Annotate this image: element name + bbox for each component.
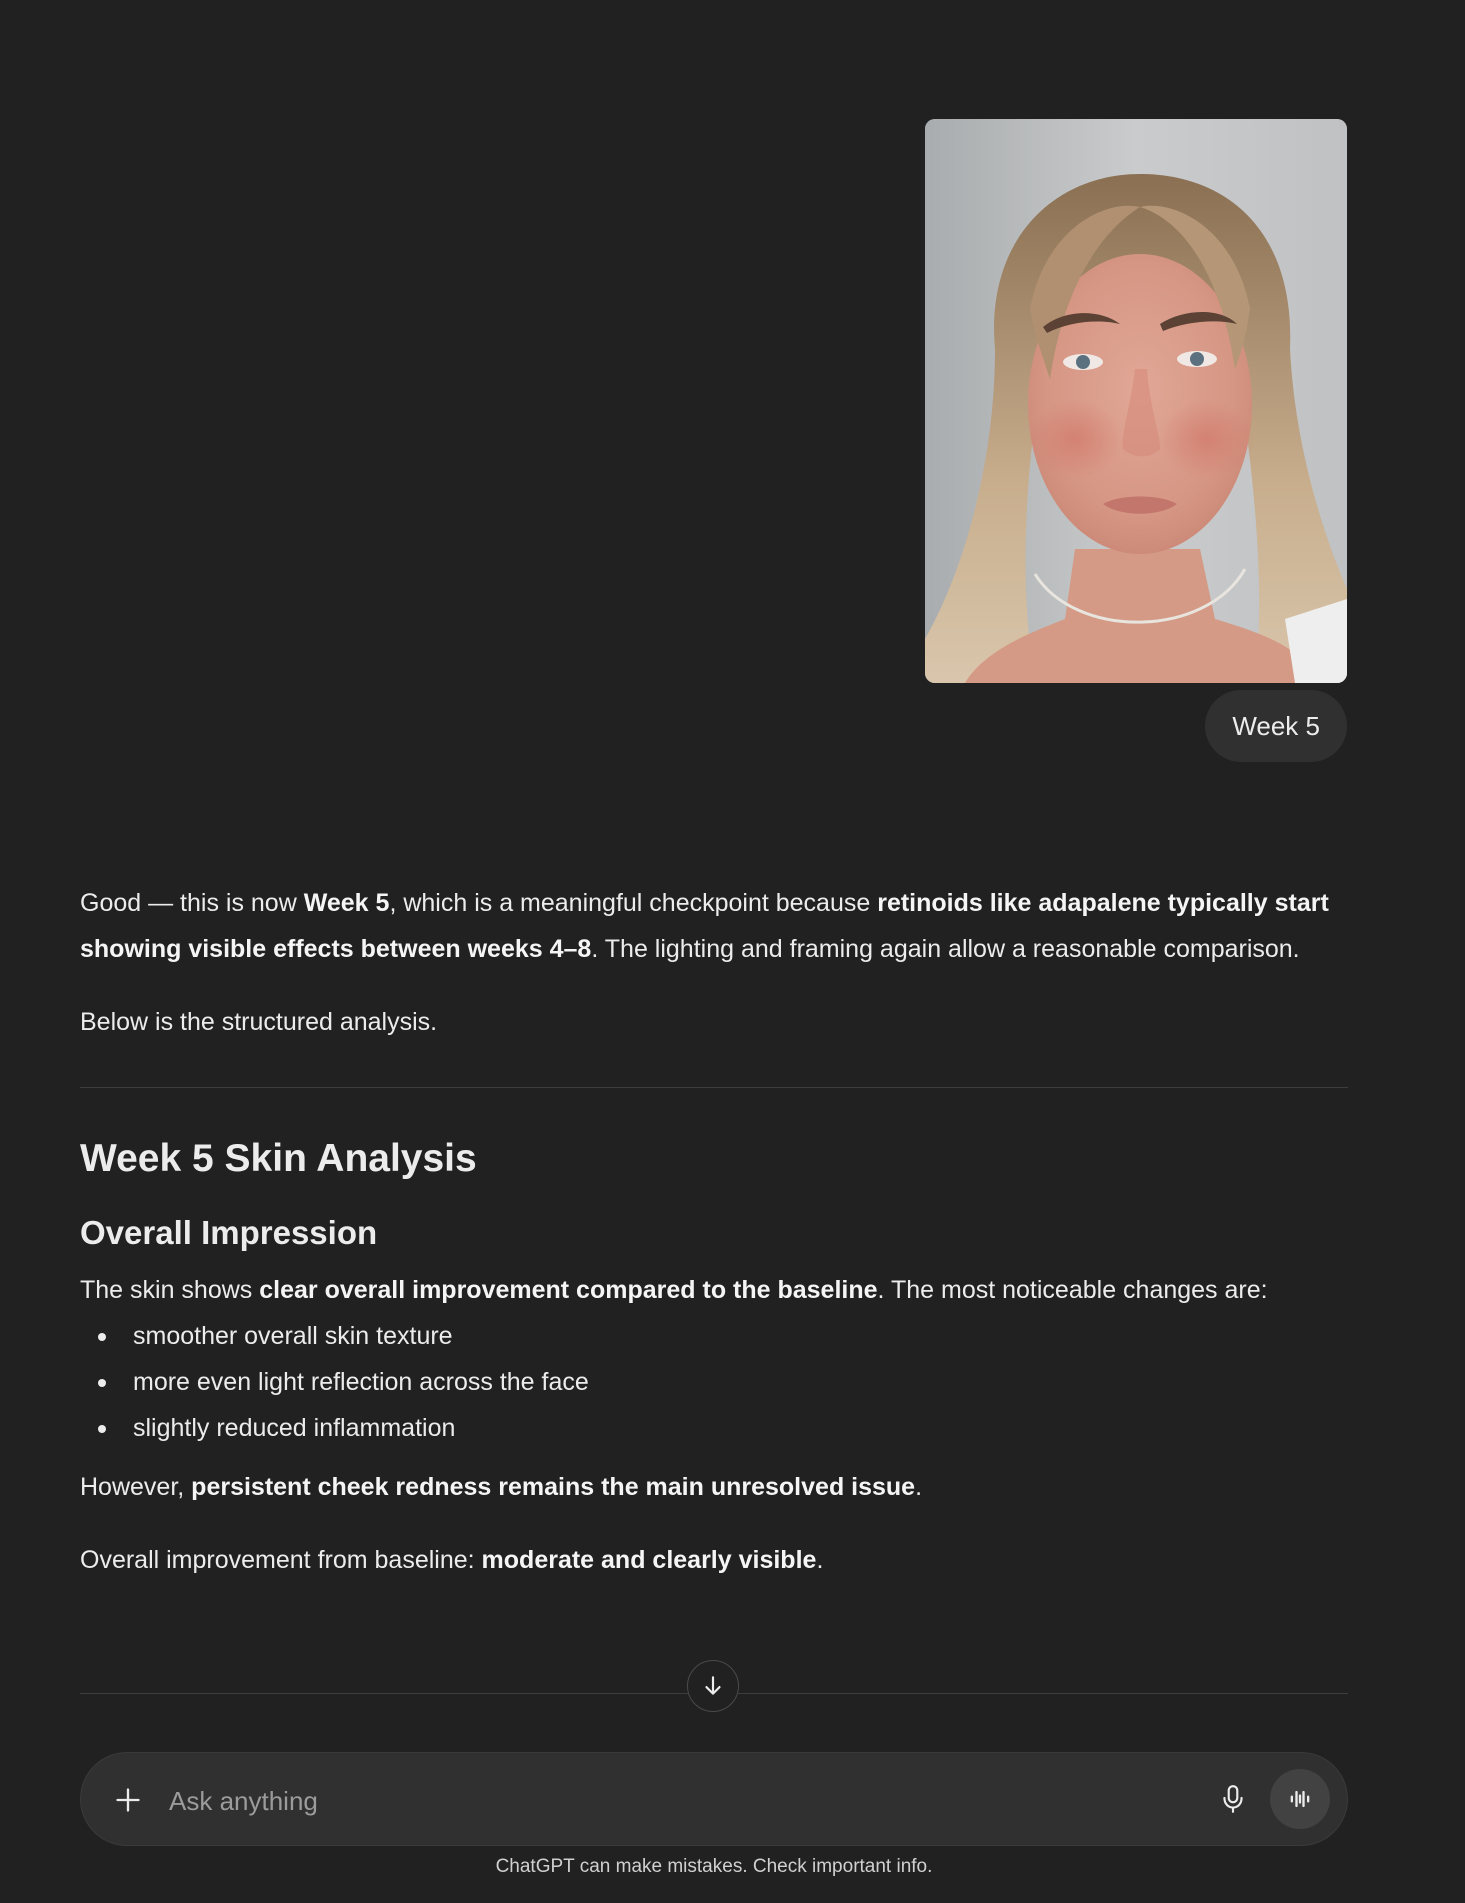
list-item: more even light reflection across the face	[80, 1359, 1348, 1405]
voice-waveform-icon	[1286, 1785, 1314, 1813]
face-photo-image	[925, 119, 1347, 683]
dictate-button[interactable]	[1215, 1781, 1251, 1817]
divider	[80, 1087, 1348, 1088]
microphone-icon	[1220, 1784, 1246, 1814]
composer	[80, 1752, 1348, 1846]
below-paragraph: Below is the structured analysis.	[80, 1008, 438, 1036]
impression-subheading: Overall Impression	[80, 1214, 378, 1251]
list-item: slightly reduced inflammation	[80, 1405, 1348, 1451]
however-paragraph: However, persistent cheek redness remains the main unresolved issue.	[80, 1473, 923, 1501]
voice-mode-button[interactable]	[1270, 1769, 1330, 1829]
user-message-bubble: Week 5	[1205, 690, 1347, 762]
intro-paragraph: Good — this is now Week 5, which is a meaningful checkpoint because retinoids like adapalene typically start showing visible effects between weeks 4–8. The lighting and framing again allow a reasonable comparison.	[80, 889, 1329, 963]
list-item: smoother overall skin texture	[80, 1313, 1348, 1359]
overall-paragraph: Overall improvement from baseline: moderate and clearly visible.	[80, 1546, 824, 1574]
scroll-to-bottom-button[interactable]	[687, 1660, 739, 1712]
assistant-message	[80, 880, 1348, 1583]
plus-icon	[114, 1786, 142, 1814]
disclaimer-text: ChatGPT can make mistakes. Check important info.	[495, 1856, 933, 1877]
prompt-input[interactable]	[167, 1775, 1171, 1827]
impression-paragraph: The skin shows clear overall improvement compared to the baseline. The most noticeable changes are:	[80, 1276, 1268, 1304]
changes-list	[80, 1313, 1348, 1451]
add-attachment-button[interactable]	[111, 1783, 145, 1817]
arrow-down-icon	[700, 1673, 726, 1699]
analysis-heading: Week 5 Skin Analysis	[80, 1137, 477, 1180]
user-photo-attachment[interactable]	[925, 119, 1347, 683]
